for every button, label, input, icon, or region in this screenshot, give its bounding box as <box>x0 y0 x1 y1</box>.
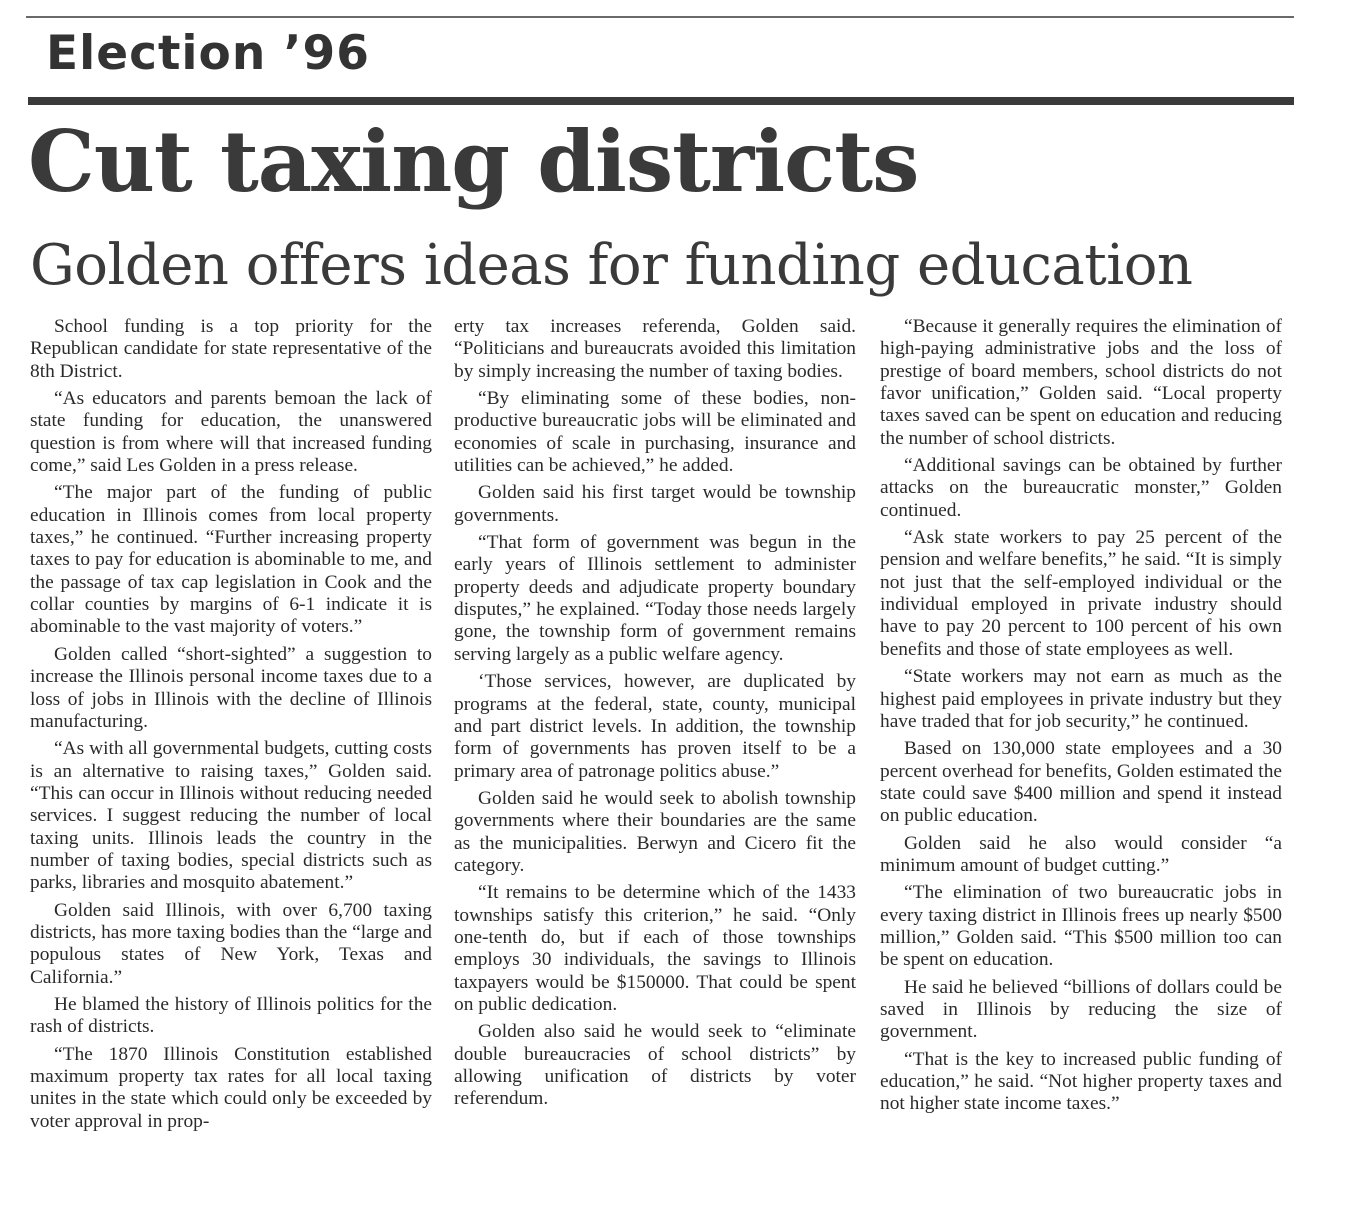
paragraph: “The 1870 Illinois Constitution established maximum property tax rates for all local taxing unites in the state which could only be exceeded by voter approval in prop- <box>30 1043 432 1132</box>
section-rule <box>28 97 1294 105</box>
paragraph: “As with all governmental budgets, cutting costs is an alternative to raising taxes,” Golden said. “This can occur in Illinois without reducing needed services. I suggest reducing the number of local taxing units. Illinois leads the country in the number of taxing bodies, special districts such as parks, libraries and mosquito abatement.” <box>30 738 432 894</box>
paragraph: Golden said Illinois, with over 6,700 taxing districts, has more taxing bodies than the “large and populous states of New York, Texas and California.” <box>30 899 432 988</box>
paragraph: “That form of government was begun in the early years of Illinois settlement to administer property deeds and adjudicate property boundary disputes,” he explained. “Today those needs largely gone, the township form of government remains serving largely as a public welfare agency. <box>454 532 856 665</box>
article-column-1 <box>30 316 432 1138</box>
paragraph: Based on 130,000 state employees and a 30 percent overhead for benefits, Golden estimated the state could save $400 million and spend it instead on public education. <box>880 738 1282 827</box>
paragraph: “The elimination of two bureaucratic jobs in every taxing district in Illinois frees up nearly $500 million,” Golden said. “This $500 million too can be spent on education. <box>880 882 1282 971</box>
paragraph: Golden called “short-sighted” a suggestion to increase the Illinois personal income taxes due to a loss of jobs in Illinois with the decline of Illinois manufacturing. <box>30 643 432 732</box>
paragraph: He said he believed “billions of dollars could be saved in Illinois by reducing the size of government. <box>880 976 1282 1043</box>
paragraph: “That is the key to increased public funding of education,” he said. “Not higher property taxes and not higher state income taxes.” <box>880 1048 1282 1115</box>
article-column-3 <box>880 316 1282 1121</box>
paragraph: “State workers may not earn as much as the highest paid employees in private industry but they have traded that for job security,” he continued. <box>880 666 1282 732</box>
subheadline: Golden offers ideas for funding education <box>30 233 1193 298</box>
paragraph: School funding is a top priority for the Republican candidate for state representative of the 8th District. <box>30 316 432 382</box>
paragraph: Golden said he also would consider “a minimum amount of budget cutting.” <box>880 832 1282 876</box>
paragraph: “As educators and parents bemoan the lack of state funding for education, the unanswered question is from where will that increased funding come,” said Les Golden in a press release. <box>30 388 432 477</box>
top-rule <box>26 16 1294 18</box>
paragraph: ‘Those services, however, are duplicated by programs at the federal, state, county, municipal and part district levels. In addition, the township form of governments has proven itself to be a primary area of patronage politics abuse.” <box>454 671 856 782</box>
section-label: Election ’96 <box>46 26 370 81</box>
paragraph: Golden said he would seek to abolish township governments where their boundaries are the same as the municipalities. Berwyn and Cicero fit the category. <box>454 787 856 876</box>
paragraph: “By eliminating some of these bodies, non-productive bureaucratic jobs will be eliminated and economies of scale in purchasing, insurance and utilities can be achieved,” he added. <box>454 388 856 477</box>
paragraph: erty tax increases referenda, Golden said. “Politicians and bureaucrats avoided this limitation by simply increasing the number of taxing bodies. <box>454 316 856 382</box>
paragraph: “The major part of the funding of public education in Illinois comes from local property taxes,” he continued. “Further increasing property taxes to pay for education is abominable to me, and the passage of tax cap legislation in Cook and the collar counties by margins of 6-1 indicate it is abominable to the vast majority of voters.” <box>30 482 432 638</box>
paragraph: “Ask state workers to pay 25 percent of the pension and welfare benefits,” he said. “It is simply not just that the self-employed individual or the individual employed in private industry should have to pay 20 percent to 100 percent of his own benefits and those of state employees as well. <box>880 527 1282 660</box>
article-column-2 <box>454 316 856 1116</box>
paragraph: Golden also said he would seek to “eliminate double bureaucracies of school districts” by allowing unification of districts by voter referendum. <box>454 1021 856 1110</box>
paragraph: Golden said his first target would be township governments. <box>454 482 856 526</box>
paragraph: “Because it generally requires the elimination of high-paying administrative jobs and the loss of prestige of board members, school districts do not favor unification,” Golden said. “Local property taxes saved can be spent on education and reducing the number of school districts. <box>880 316 1282 449</box>
headline: Cut taxing districts <box>28 112 919 211</box>
paragraph: “It remains to be determine which of the 1433 townships satisfy this criterion,” he said. “Only one-tenth do, but if each of those townships employs 30 individuals, the savings to Illinois taxpayers would be $150000. That could be spent on public dedication. <box>454 882 856 1015</box>
paragraph: He blamed the history of Illinois politics for the rash of districts. <box>30 993 432 1038</box>
paragraph: “Additional savings can be obtained by further attacks on the bureaucratic monster,” Golden continued. <box>880 455 1282 521</box>
